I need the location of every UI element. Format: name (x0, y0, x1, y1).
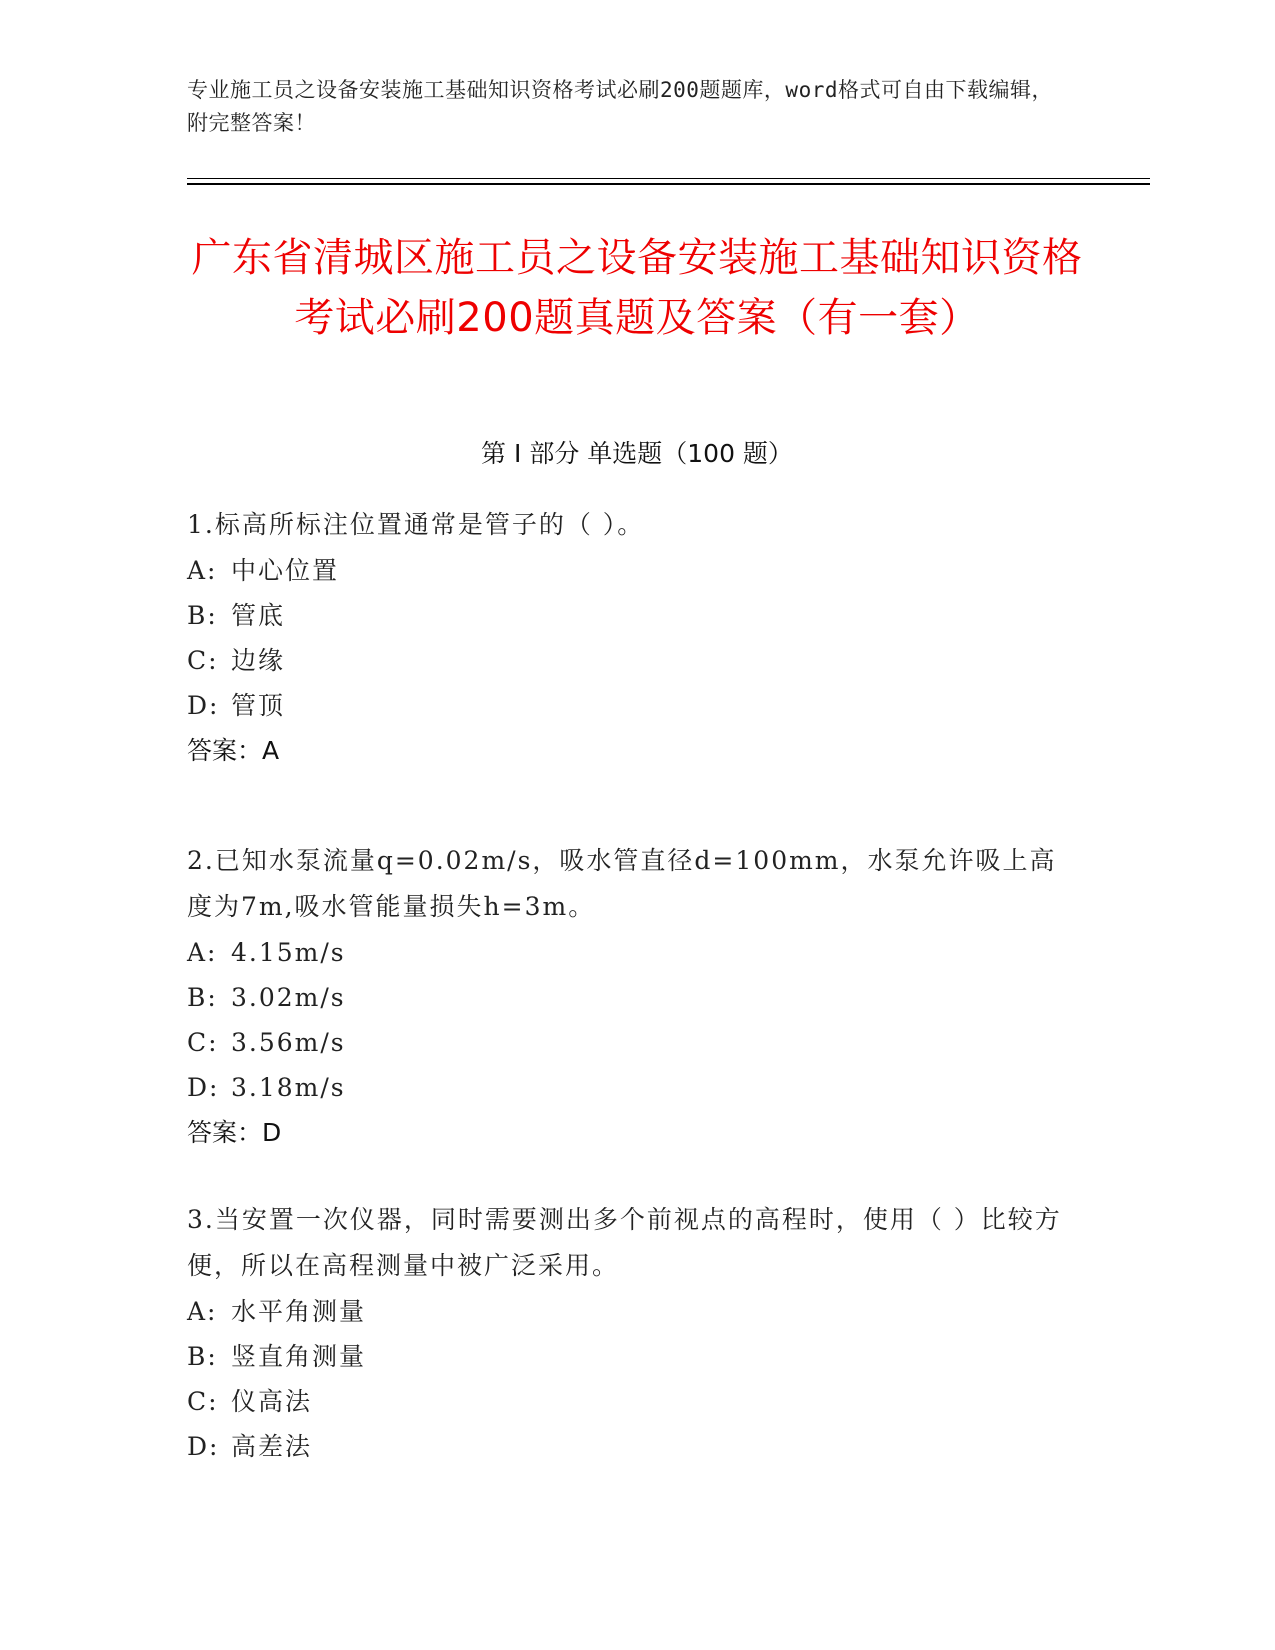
option-key: B: (187, 983, 218, 1012)
question-text: 3.当安置一次仪器，同时需要测出多个前视点的高程时，使用（ ）比较方便，所以在高程测量中被广泛采用。 (187, 1205, 1062, 1280)
question-block-1 (187, 502, 1077, 773)
option-key: B: (187, 1342, 218, 1371)
option-c (187, 1379, 1077, 1424)
question-block-2 (187, 838, 1077, 1155)
option-key: C: (187, 1028, 219, 1057)
option-key: A: (187, 556, 218, 585)
option-c (187, 638, 1077, 683)
option-text: 3.18m/s (231, 1073, 346, 1102)
option-a (187, 1289, 1077, 1334)
question-text: 2.已知水泵流量q=0.02m/s，吸水管直径d=100mm，水泵允许吸上高度为7m,吸水管能量损失h=3m。 (187, 846, 1057, 921)
option-key: D: (187, 1432, 220, 1461)
header-rule-thick (187, 183, 1150, 185)
option-key: C: (187, 646, 219, 675)
option-a (187, 930, 1077, 975)
option-text: 水平角测量 (231, 1297, 367, 1326)
option-c (187, 1020, 1077, 1065)
option-text: 管顶 (231, 691, 286, 720)
option-text: 3.02m/s (231, 983, 346, 1012)
section-title: 第 I 部分 单选题（100 题） (481, 439, 793, 468)
option-key: B: (187, 601, 218, 630)
option-d (187, 683, 1077, 728)
option-d (187, 1424, 1077, 1469)
answer-line: 答案：D (187, 1118, 282, 1147)
option-text: 高差法 (231, 1432, 313, 1461)
header-note: 专业施工员之设备安装施工基础知识资格考试必刷200题题库，word格式可自由下载编辑，附完整答案！ (187, 78, 1053, 135)
option-a (187, 548, 1077, 593)
option-text: 中心位置 (231, 556, 340, 585)
option-text: 竖直角测量 (231, 1342, 367, 1371)
option-text: 仪高法 (231, 1387, 313, 1416)
option-b (187, 593, 1077, 638)
option-key: D: (187, 691, 220, 720)
option-key: C: (187, 1387, 219, 1416)
option-text: 管底 (231, 601, 286, 630)
document-title: 广东省清城区施工员之设备安装施工基础知识资格考试必刷200题真题及答案（有一套） (191, 235, 1083, 341)
header-rule-thin (187, 178, 1150, 179)
option-b (187, 1334, 1077, 1379)
option-text: 边缘 (231, 646, 286, 675)
option-text: 3.56m/s (231, 1028, 346, 1057)
option-key: A: (187, 938, 218, 967)
option-b (187, 975, 1077, 1020)
question-text: 1.标高所标注位置通常是管子的（ ）。 (187, 510, 645, 539)
option-d (187, 1065, 1077, 1110)
option-text: 4.15m/s (231, 938, 346, 967)
option-key: D: (187, 1073, 220, 1102)
answer-line: 答案：A (187, 736, 280, 765)
option-key: A: (187, 1297, 218, 1326)
question-block-3 (187, 1197, 1077, 1469)
